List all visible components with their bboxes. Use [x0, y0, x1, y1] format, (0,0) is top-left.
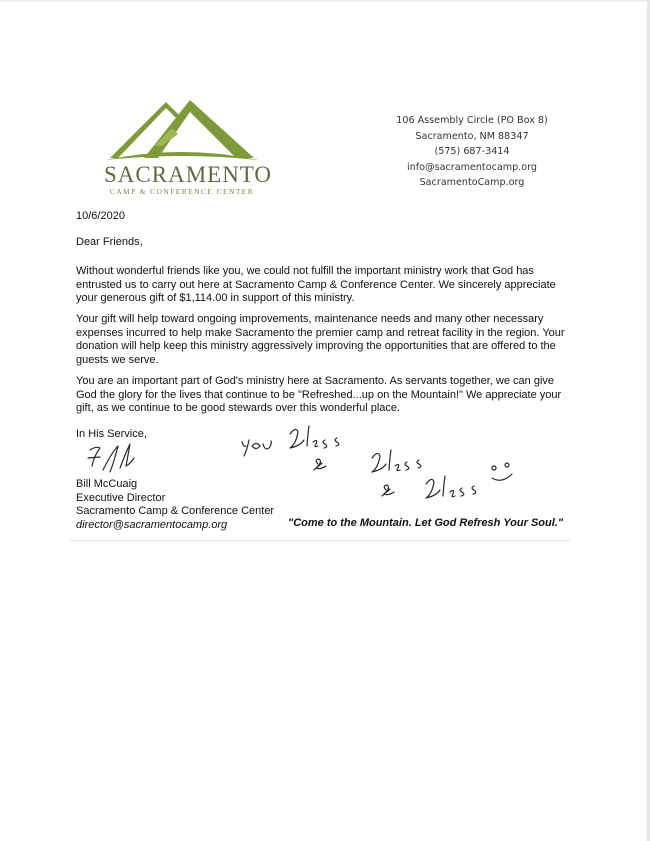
body-paragraph: Without wonderful friends like you, we could not fulfill the important ministry work that God has entrusted us to carry out here at Sacramento Camp & Conference Center. We sincerely appreciate your generous gift of $1,114.00 in support of this ministry.	[76, 265, 556, 304]
address-street: 106 Assembly Circle (PO Box 8)	[396, 115, 548, 126]
scan-divider	[70, 540, 570, 541]
letter-date: 10/6/2020	[76, 210, 125, 222]
signer-title: Executive Director	[76, 491, 166, 504]
signer-email: director@sacramentocamp.org	[76, 518, 228, 531]
logo-wordmark: SACRAMENTO	[104, 162, 273, 187]
body-paragraph: You are an important part of God's ministry here at Sacramento. As servants together, we can give God the glory for the lives that continue to be "Refreshed...up on the Mountain!" We appreciate your gift, as we continue to be good stewards over this wonderful place.	[76, 375, 562, 414]
letter-greeting: Dear Friends,	[76, 236, 143, 248]
address-website: SacramentoCamp.org	[419, 177, 525, 188]
signer-name: Bill McCuaig	[76, 478, 138, 490]
address-phone: (575) 687-3414	[434, 146, 510, 157]
signer-organization: Sacramento Camp & Conference Center	[76, 505, 275, 517]
tagline: "Come to the Mountain. Let God Refresh Your Soul."	[288, 517, 564, 529]
letter-closing: In His Service,	[76, 428, 147, 440]
address-city: Sacramento, NM 88347	[415, 130, 529, 142]
address-email: info@sacramentocamp.org	[407, 161, 537, 173]
logo-subtitle: CAMP & CONFERENCE CENTER	[109, 187, 255, 196]
signature-block	[76, 478, 274, 532]
body-paragraph: Your gift will help toward ongoing improvements, maintenance needs and many other necessary expenses incurred to help make Sacramento the premier camp and retreat facility in the region. Your donation will help keep this ministry aggressively improving the opportunities that are offered to the guests we serve.	[76, 313, 565, 366]
